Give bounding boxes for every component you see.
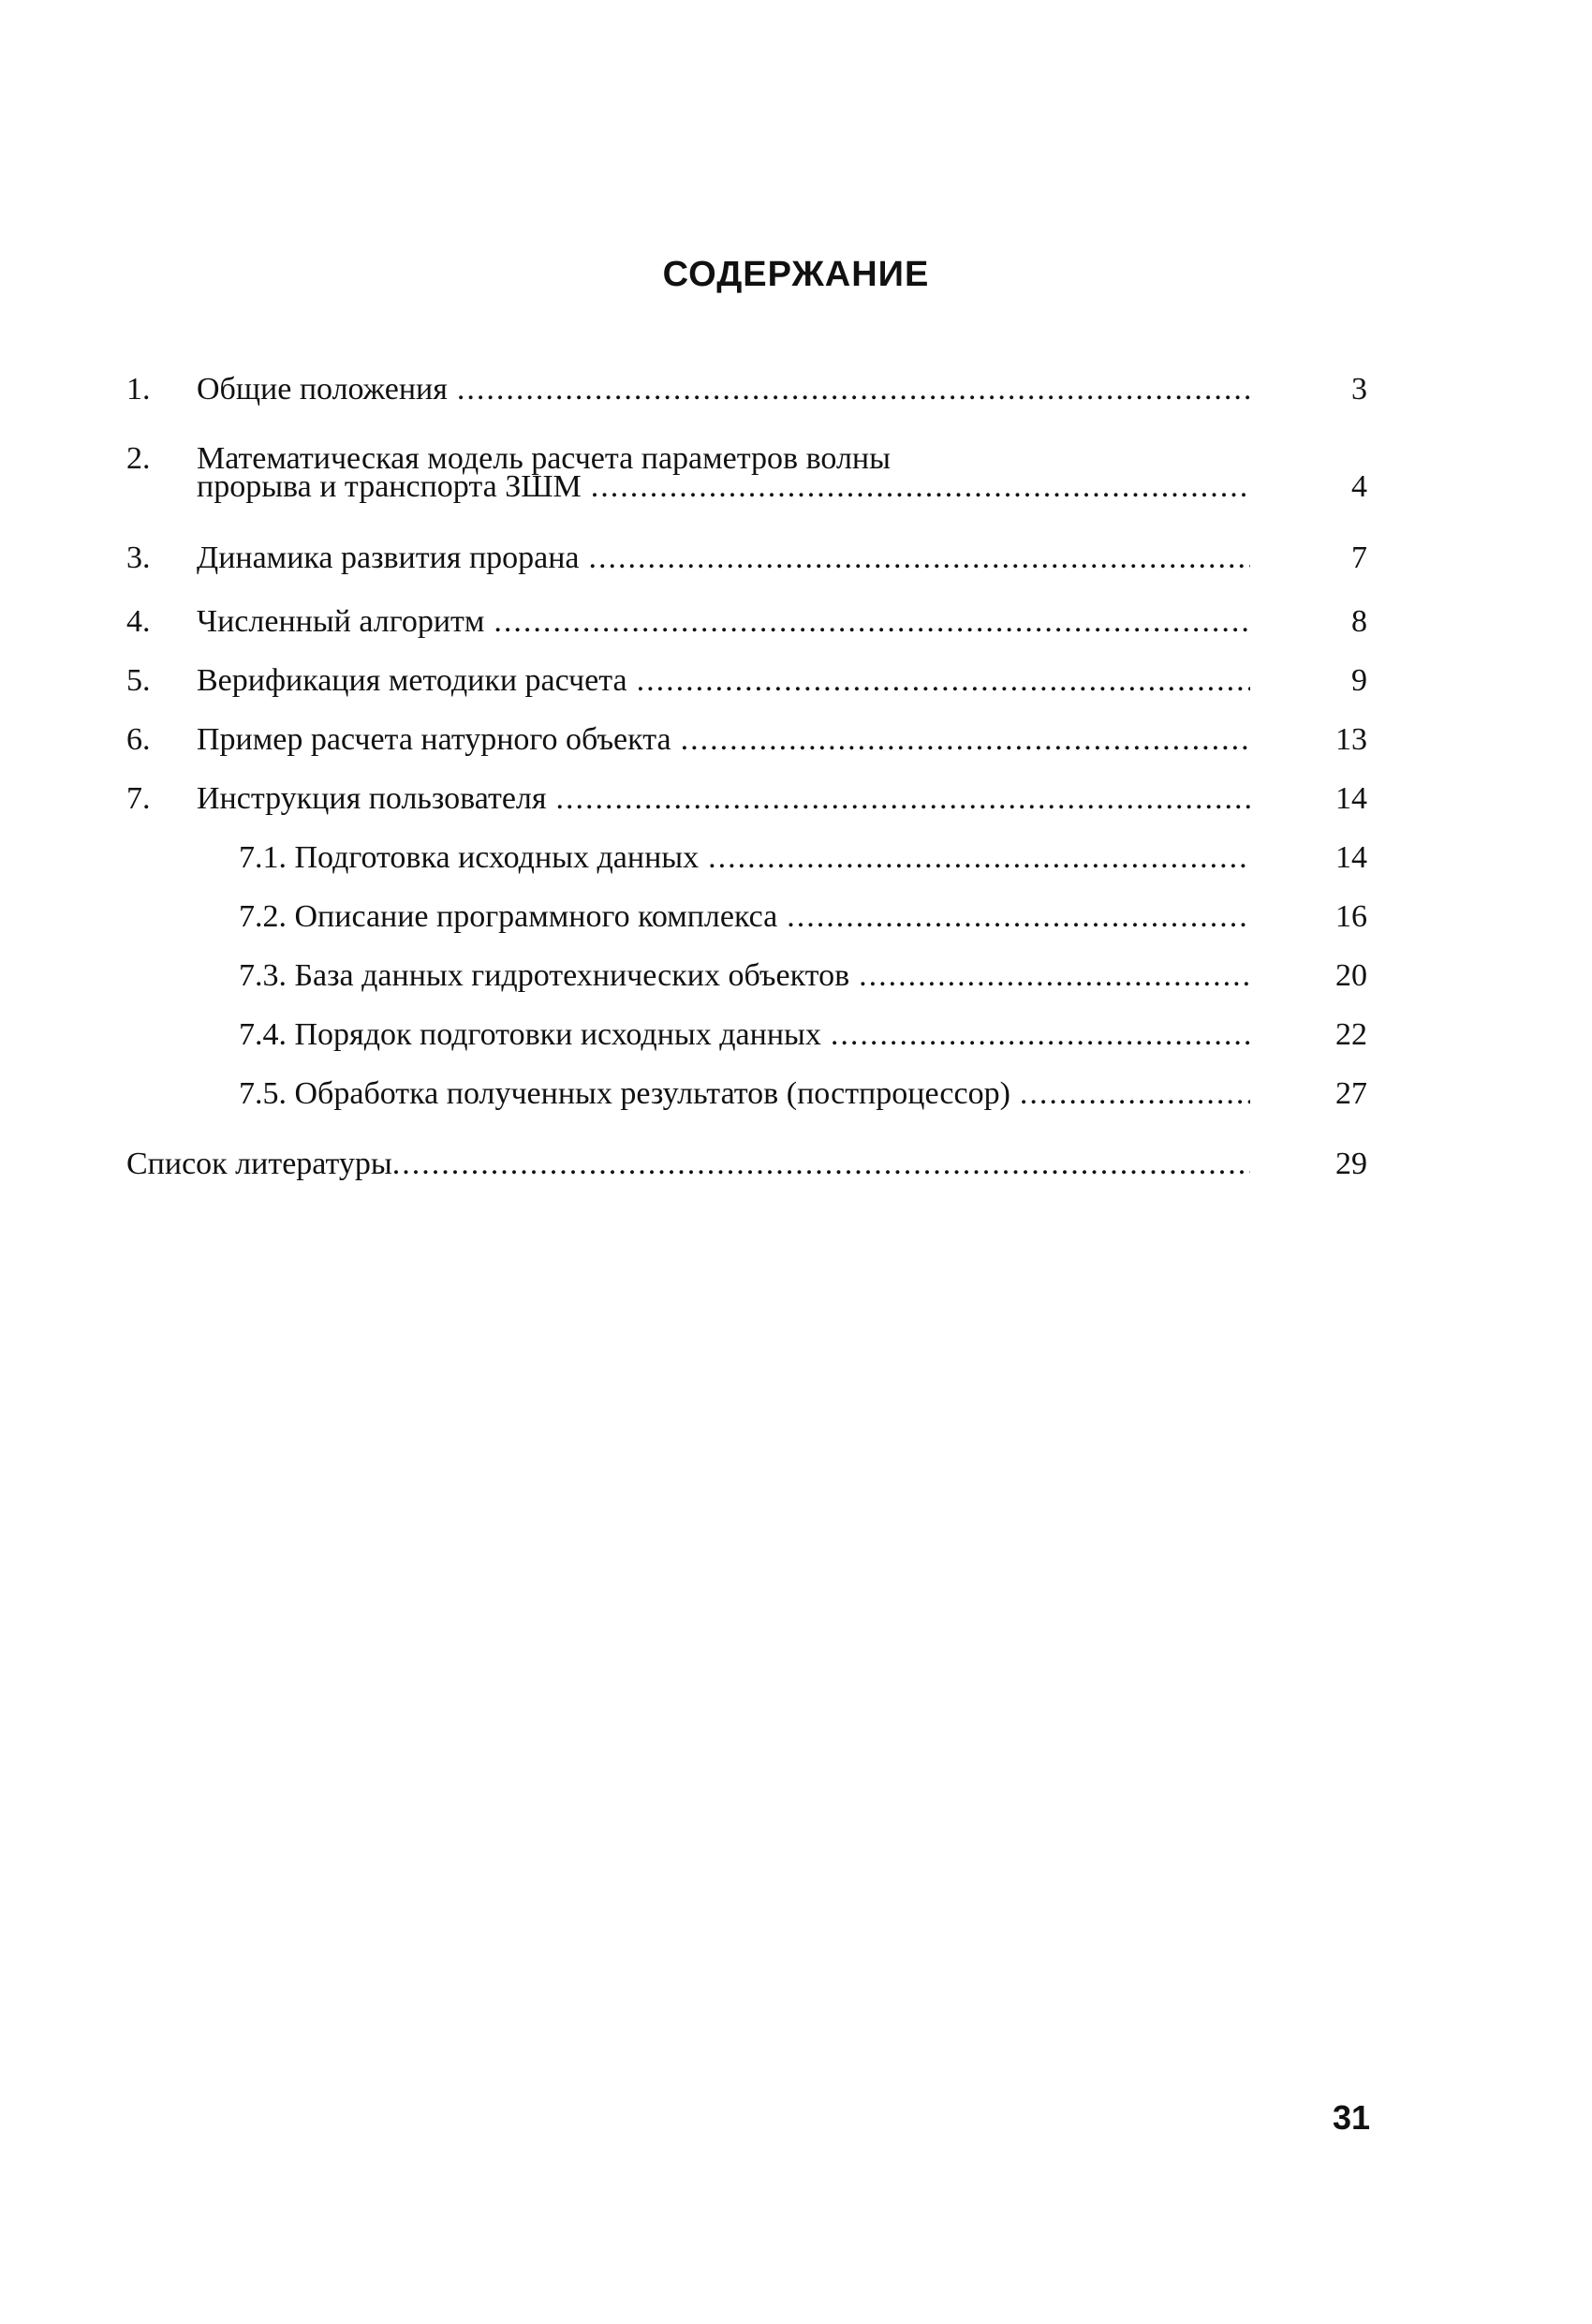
toc-entry-text bbox=[197, 468, 1250, 506]
toc-leader-dots bbox=[859, 957, 1250, 995]
toc-entry-page: 14 bbox=[1335, 781, 1367, 816]
toc-entry-text bbox=[197, 371, 1250, 408]
toc-title: СОДЕРЖАНИЕ bbox=[662, 255, 930, 294]
toc-entry-text bbox=[197, 662, 1250, 700]
toc-entry-number: 2. bbox=[126, 441, 151, 476]
toc-entry-label: Инструкция пользователя bbox=[197, 781, 547, 816]
toc-leader-dots bbox=[494, 603, 1250, 641]
toc-entry-text bbox=[197, 603, 1250, 641]
toc-entry-label: 7.5. Обработка полученных результатов (постпроцессор) bbox=[239, 1076, 1010, 1111]
toc-leader-dots bbox=[681, 721, 1250, 759]
toc-leader-dots bbox=[708, 839, 1250, 877]
toc-entry-text bbox=[239, 957, 1250, 995]
toc-leader-dots bbox=[787, 898, 1250, 936]
toc-entry-text bbox=[126, 1146, 1250, 1183]
toc-entry-number: 5. bbox=[126, 663, 151, 698]
toc-entry-label: Пример расчета натурного объекта bbox=[197, 722, 671, 757]
toc-leader-dots bbox=[591, 468, 1250, 506]
toc-entry-page: 14 bbox=[1335, 840, 1367, 875]
toc-entry-label: 7.3. База данных гидротехнических объектов bbox=[239, 958, 850, 993]
toc-entry-text bbox=[197, 540, 1250, 577]
toc-entry-number: 7. bbox=[126, 781, 151, 816]
toc-entry-number: 4. bbox=[126, 604, 151, 639]
toc-entry-page: 4 bbox=[1351, 469, 1367, 504]
toc-leader-dots bbox=[457, 371, 1250, 408]
toc-entry-page: 20 bbox=[1335, 958, 1367, 993]
toc-entry-text bbox=[197, 721, 1250, 759]
page-number: 31 bbox=[1332, 2098, 1370, 2137]
toc-leader-dots bbox=[637, 662, 1250, 700]
toc-entry-text bbox=[239, 898, 1250, 936]
toc-entry-page: 9 bbox=[1351, 663, 1367, 698]
toc-entry-page: 16 bbox=[1335, 899, 1367, 934]
toc-entry-page: 13 bbox=[1335, 722, 1367, 757]
toc-entry-text bbox=[197, 780, 1250, 818]
toc-entry-label: 7.2. Описание программного комплекса bbox=[239, 899, 778, 934]
toc-entry-page: 3 bbox=[1351, 372, 1367, 407]
toc-entry-label: Численный алгоритм bbox=[197, 604, 485, 639]
toc-entry-page: 29 bbox=[1335, 1147, 1367, 1181]
toc-entry-label: прорыва и транспорта ЗШМ bbox=[197, 469, 582, 504]
toc-entry-label: Общие положения bbox=[197, 372, 448, 407]
toc-leader-dots bbox=[556, 780, 1250, 818]
toc-entry-number: 1. bbox=[126, 372, 151, 407]
toc-entry-page: 8 bbox=[1351, 604, 1367, 639]
toc-entry-page: 7 bbox=[1351, 540, 1367, 575]
toc-entry-number: 6. bbox=[126, 722, 151, 757]
toc-entry-label: Список литературы bbox=[126, 1147, 392, 1181]
toc-entry-page: 27 bbox=[1335, 1076, 1367, 1111]
toc-leader-dots bbox=[392, 1146, 1250, 1183]
toc-entry-label-line1: Математическая модель расчета параметров волны bbox=[197, 441, 891, 476]
toc-entry-label: 7.1. Подготовка исходных данных bbox=[239, 840, 700, 875]
toc-entry-label: Динамика развития прорана bbox=[197, 540, 580, 575]
toc-entry-label: 7.4. Порядок подготовки исходных данных bbox=[239, 1017, 821, 1052]
toc-entry-text bbox=[239, 1016, 1250, 1054]
toc-entry-label: Верификация методики расчета bbox=[197, 663, 627, 698]
toc-leader-dots bbox=[831, 1016, 1250, 1054]
toc-entry-page: 22 bbox=[1335, 1017, 1367, 1052]
toc-entry-number: 3. bbox=[126, 540, 151, 575]
toc-leader-dots bbox=[1020, 1075, 1250, 1113]
toc-entry-text bbox=[239, 839, 1250, 877]
toc-leader-dots bbox=[589, 540, 1250, 577]
toc-entry-text bbox=[239, 1075, 1250, 1113]
